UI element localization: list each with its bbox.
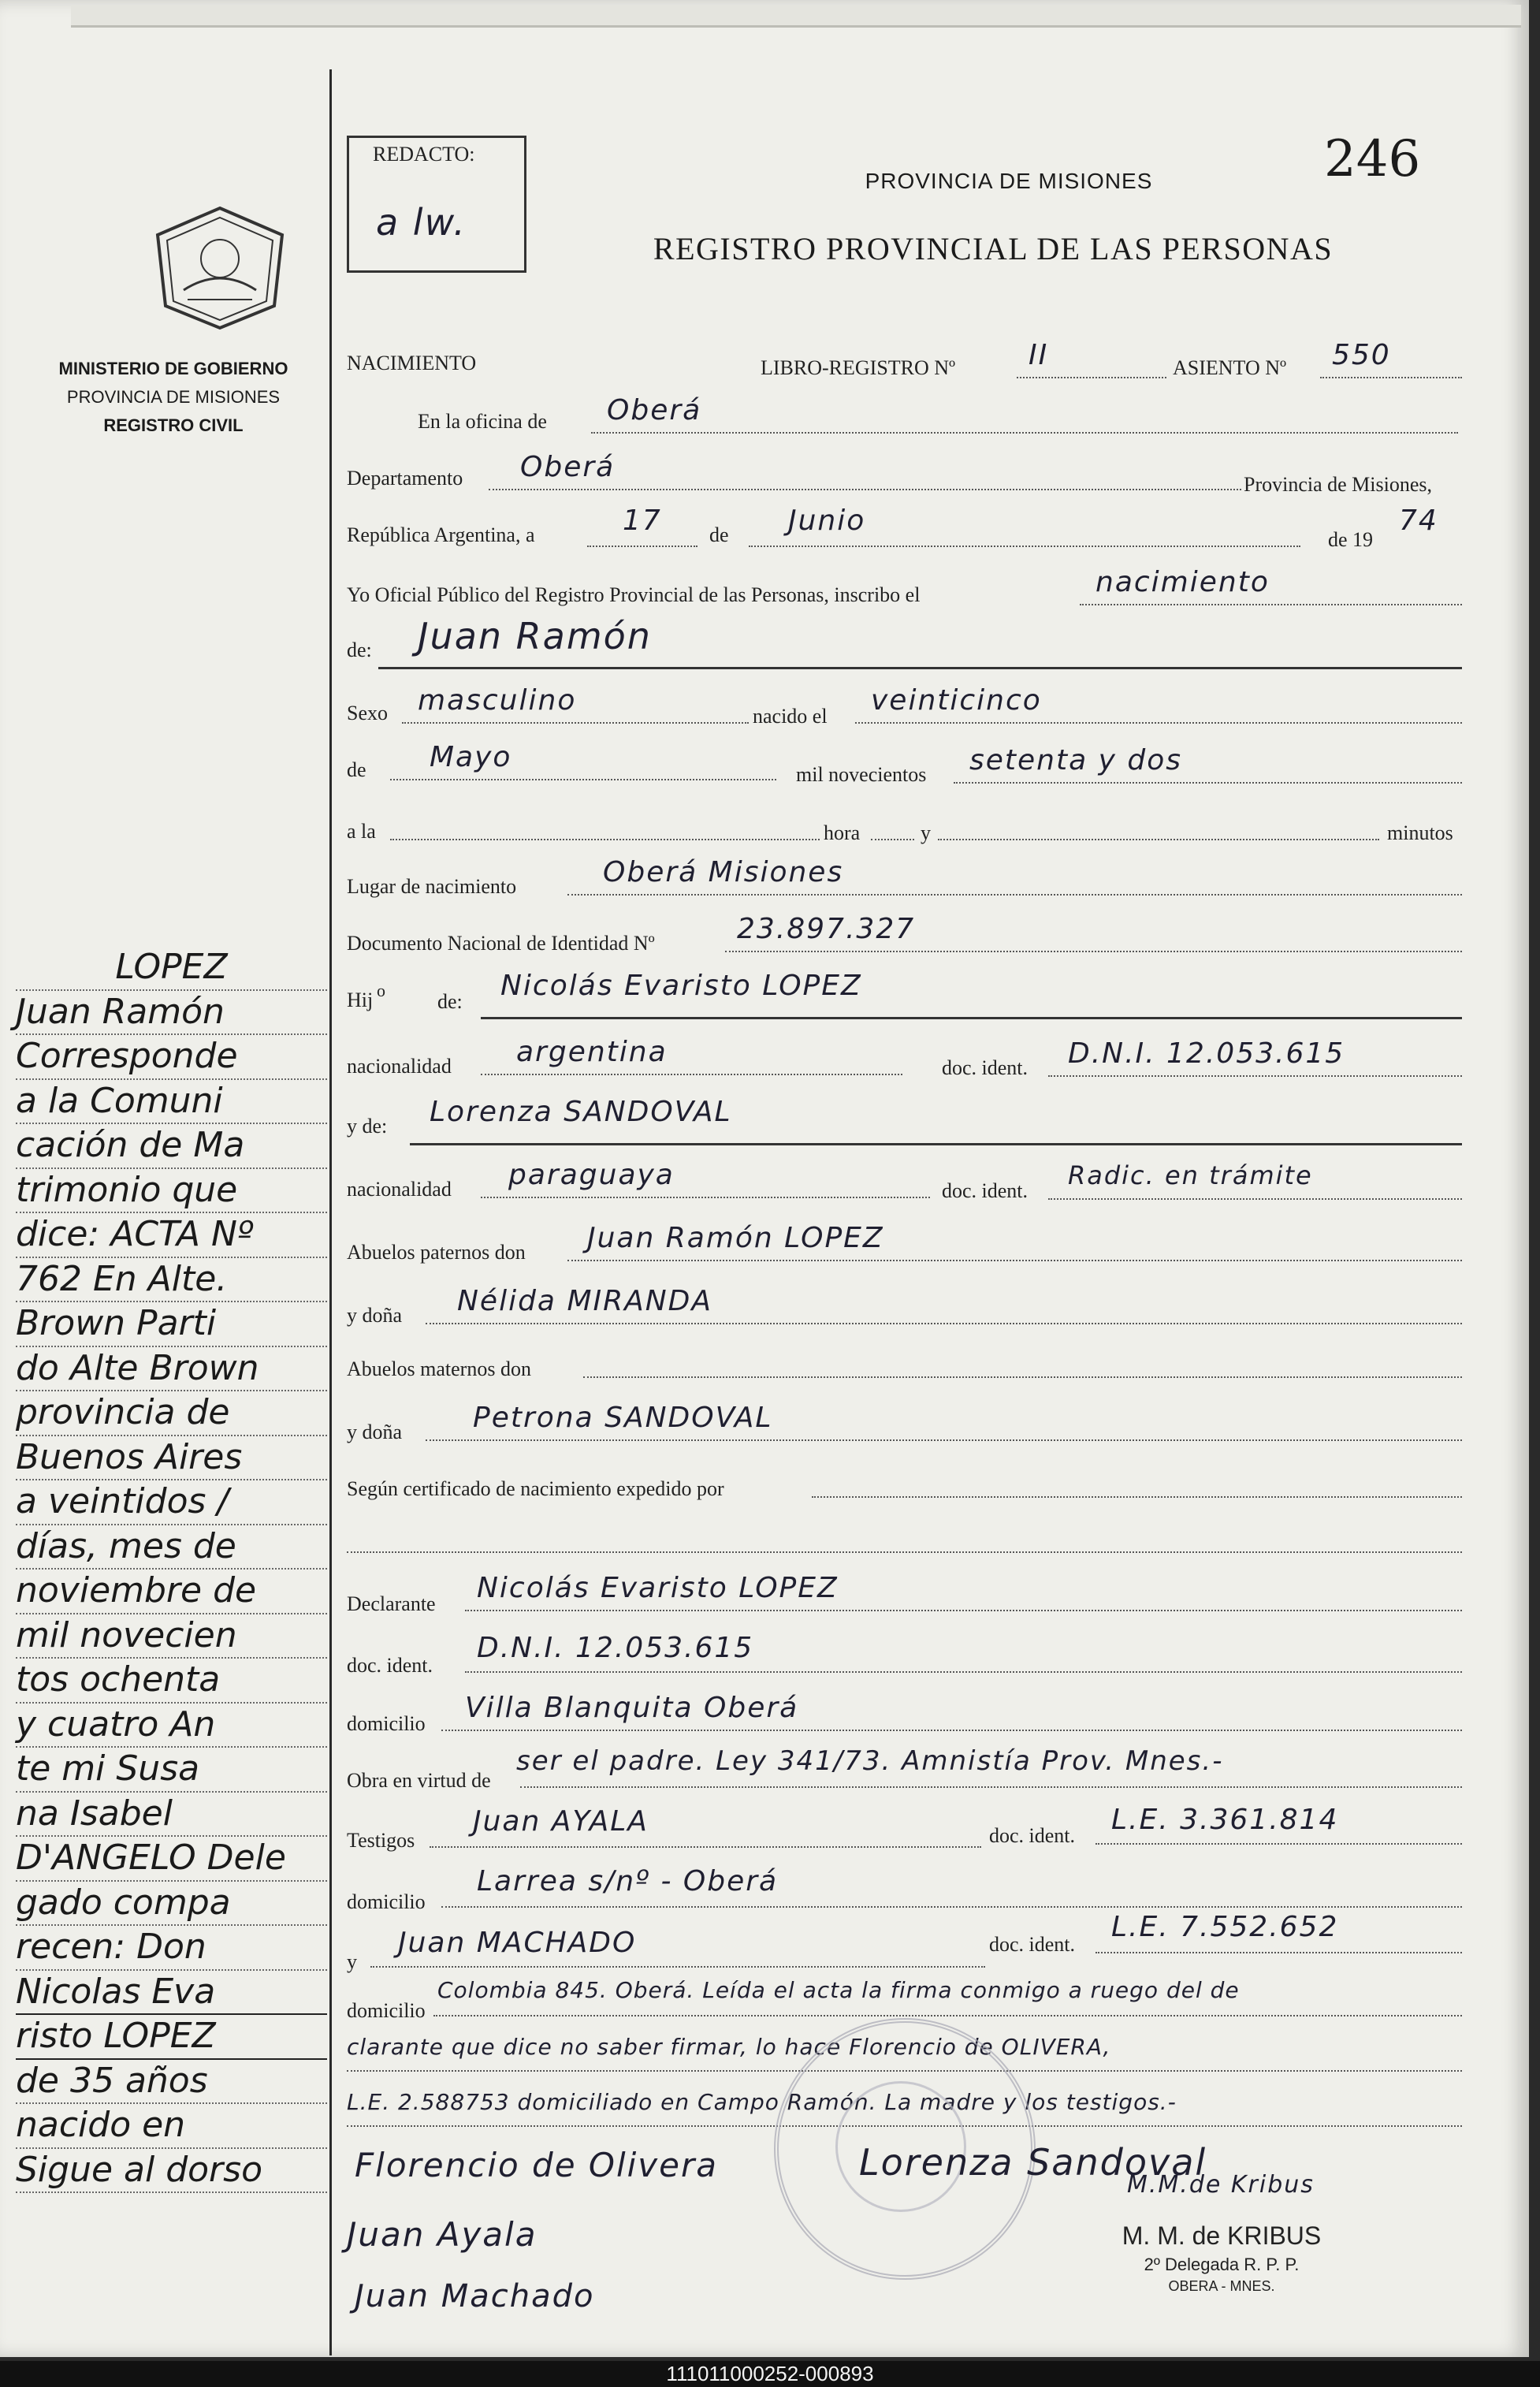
abuela-materna-line — [426, 1439, 1462, 1441]
dona-2-label: y doña — [347, 1421, 403, 1443]
signature-informant: Florencio de Olivera — [355, 2146, 719, 2184]
margin-note-line: recen: Don — [16, 1926, 327, 1971]
margin-divider — [329, 69, 332, 2355]
hijo-de-label: de: — [437, 990, 463, 1013]
provincia-suffix: Provincia de Misiones, — [1244, 473, 1433, 496]
redacto-value: a lw. — [376, 201, 467, 244]
margin-note-line: Nicolas Eva — [16, 1971, 327, 2016]
margin-note-line: días, mes de — [16, 1525, 327, 1570]
segun-label: Según certificado de nacimiento expedido por — [347, 1477, 724, 1500]
domicilio-3-value: Colombia 845. Oberá. Leída el acta la firma conmigo a ruego del de — [437, 1977, 1240, 2003]
acta-text-line-3: L.E. 2.588753 domiciliado en Campo Ramón. La madre y los testigos.- — [347, 2089, 1177, 2115]
nacido-label: nacido el — [753, 705, 828, 728]
domicilio-2-line — [441, 1906, 1462, 1908]
doc-5-value: L.E. 7.552.652 — [1111, 1911, 1339, 1943]
de-mes-label: de — [347, 758, 366, 781]
nacionalidad-2-label: nacionalidad — [347, 1178, 452, 1201]
doc-4-value: L.E. 3.361.814 — [1111, 1804, 1339, 1836]
nacionalidad-2-line — [481, 1197, 930, 1198]
doc-4-line — [1095, 1843, 1462, 1845]
margin-note-line: a la Comuni — [16, 1080, 327, 1125]
declarante-label: Declarante — [347, 1592, 436, 1615]
margin-note-line: y cuatro An — [16, 1704, 327, 1748]
hijo-label: Hij — [347, 989, 374, 1011]
nacido-line — [855, 722, 1462, 724]
signature-witness-1: Juan Ayala — [347, 2215, 538, 2254]
dni-line — [725, 951, 1462, 952]
madre-value: Lorenza SANDOVAL — [430, 1096, 732, 1128]
abuela-paterna-value: Nélida MIRANDA — [457, 1285, 713, 1317]
hijo-suffix: o — [377, 981, 385, 1000]
nacionalidad-2-value: paraguaya — [508, 1159, 675, 1191]
doc-1-line — [1048, 1075, 1462, 1077]
margin-note-line: a veintidos / — [16, 1480, 327, 1525]
margin-note-line: do Alte Brown — [16, 1347, 327, 1392]
lugar-line — [567, 894, 1462, 896]
republica-label: República Argentina, a — [347, 523, 535, 546]
signature-witness-2: Juan Machado — [355, 2278, 595, 2314]
madre-line — [410, 1143, 1462, 1145]
oficina-line — [591, 432, 1458, 434]
a-la-line — [390, 839, 820, 840]
anio-nac-value: setenta y dos — [969, 744, 1182, 776]
margin-note-line: LOPEZ — [16, 946, 327, 991]
lugar-value: Oberá Misiones — [603, 856, 844, 888]
doc-1-value: D.N.I. 12.053.615 — [1068, 1037, 1345, 1070]
redacto-label: REDACTO: — [373, 143, 475, 166]
oficial-value: nacimiento — [1095, 566, 1270, 598]
minutos-line — [938, 839, 1379, 840]
domicilio-1-value: Villa Blanquita Oberá — [465, 1692, 799, 1724]
margin-note-line: Buenos Aires — [16, 1436, 327, 1481]
mil-label: mil novecientos — [796, 763, 927, 786]
margin-note-line: Sigue al dorso — [16, 2149, 327, 2194]
doc-2-value: Radic. en trámite — [1068, 1160, 1313, 1190]
margin-note-line: Corresponde — [16, 1035, 327, 1080]
margin-note-line: na Isabel — [16, 1793, 327, 1838]
sexo-line — [402, 722, 749, 724]
minutos-label: minutos — [1387, 821, 1453, 844]
obra-value: ser el padre. Ley 341/73. Amnistía Prov. Mnes.- — [516, 1745, 1224, 1777]
record-type-label: NACIMIENTO — [347, 352, 477, 374]
declarante-value: Nicolás Evaristo LOPEZ — [477, 1572, 839, 1604]
margin-note-line: trimonio que — [16, 1169, 327, 1214]
ministry-line-2: PROVINCIA DE MISIONES — [66, 387, 281, 407]
hora-label: hora — [824, 821, 861, 844]
sexo-label: Sexo — [347, 702, 388, 724]
libro-line — [1017, 377, 1166, 378]
libro-value: II — [1029, 339, 1049, 371]
ministry-line-3: REGISTRO CIVIL — [103, 415, 244, 435]
padre-line — [481, 1017, 1462, 1019]
lugar-label: Lugar de nacimiento — [347, 875, 517, 898]
page-top-edge — [71, 5, 1521, 28]
oficina-value: Oberá — [607, 394, 702, 426]
departamento-label: Departamento — [347, 467, 463, 490]
doc-5-label: doc. ident. — [989, 1933, 1076, 1956]
margin-note-line: te mi Susa — [16, 1748, 327, 1793]
doc-5-line — [1095, 1952, 1462, 1953]
declarante-line — [465, 1610, 1462, 1611]
abuelo-paterno-line — [567, 1260, 1462, 1261]
oficial-text: Yo Oficial Público del Registro Provincial de las Personas, inscribo el — [347, 583, 921, 606]
anio-nac-line — [954, 782, 1462, 784]
abuela-paterna-line — [426, 1323, 1462, 1324]
ministry-line-1: MINISTERIO DE GOBIERNO — [58, 359, 288, 378]
province-heading: PROVINCIA DE MISIONES — [865, 169, 1153, 193]
margin-note-line: gado compa — [16, 1882, 327, 1927]
official-title: 2º Delegada R. P. P. — [1144, 2255, 1300, 2274]
margin-note-line: risto LOPEZ — [16, 2015, 327, 2060]
anio-value: 74 — [1399, 505, 1438, 537]
doc-2-line — [1048, 1198, 1462, 1200]
mes-value: Junio — [788, 505, 866, 537]
abuelos-maternos-label: Abuelos maternos don — [347, 1357, 531, 1380]
mes-line — [749, 546, 1300, 547]
obra-label: Obra en virtud de — [347, 1769, 491, 1792]
footer-code-bar: 111011000252-000893 — [0, 2361, 1540, 2387]
oficina-label: En la oficina de — [418, 410, 547, 433]
margin-note — [16, 946, 327, 2193]
margin-note-line: provincia de — [16, 1391, 327, 1436]
nacido-value: veinticinco — [871, 684, 1042, 717]
coat-of-arms-seal-icon — [125, 203, 315, 333]
margin-note-line: D'ANGELO Dele — [16, 1837, 327, 1882]
page-number: 246 — [1324, 130, 1421, 188]
margin-note-line: mil novecien — [16, 1614, 327, 1659]
y-de-label: y de: — [347, 1115, 388, 1138]
de-nombre-label: de: — [347, 639, 372, 661]
dona-1-label: y doña — [347, 1304, 403, 1327]
margin-note-line: noviembre de — [16, 1570, 327, 1614]
mes-nac-value: Mayo — [430, 741, 512, 773]
abuelo-paterno-value: Juan Ramón LOPEZ — [587, 1222, 884, 1254]
abuela-materna-value: Petrona SANDOVAL — [473, 1402, 773, 1434]
redacto-box — [347, 136, 526, 273]
signature-mother: Lorenza Sandoval — [859, 2141, 1207, 2184]
margin-note-line: de 35 años — [16, 2060, 327, 2105]
doc-4-label: doc. ident. — [989, 1824, 1076, 1847]
doc-2-label: doc. ident. — [942, 1179, 1029, 1202]
nombre-value: Juan Ramón — [418, 615, 652, 657]
margin-note-line: cación de Ma — [16, 1124, 327, 1169]
y-2-label: y — [347, 1950, 357, 1973]
doc-3-label: doc. ident. — [347, 1654, 433, 1677]
testigos-label: Testigos — [347, 1829, 415, 1852]
y-label: y — [921, 821, 931, 844]
mes-nac-line — [390, 779, 776, 780]
testigo-1-value: Juan AYALA — [473, 1805, 649, 1838]
domicilio-1-label: domicilio — [347, 1712, 426, 1735]
hora-line — [871, 839, 914, 840]
departamento-value: Oberá — [520, 451, 616, 483]
domicilio-1-line — [441, 1730, 1462, 1731]
libro-label: LIBRO-REGISTRO Nº — [761, 356, 956, 379]
margin-note-line: tos ochenta — [16, 1659, 327, 1704]
dia-value: 17 — [623, 505, 662, 537]
dni-label: Documento Nacional de Identidad Nº — [347, 932, 655, 955]
ministry-block — [32, 355, 315, 440]
segun-line — [812, 1496, 1462, 1498]
de-label: de — [709, 523, 729, 546]
doc-3-line — [465, 1671, 1462, 1673]
domicilio-3-label: domicilio — [347, 1999, 426, 2022]
domicilio-2-label: domicilio — [347, 1890, 426, 1913]
official-name: M. M. de KRIBUS — [1122, 2221, 1322, 2250]
testigo-2-value: Juan MACHADO — [398, 1927, 637, 1959]
nacionalidad-1-line — [481, 1074, 902, 1075]
margin-note-line: dice: ACTA Nº — [16, 1213, 327, 1258]
a-la-label: a la — [347, 820, 376, 843]
margin-note-line: Juan Ramón — [16, 991, 327, 1036]
abuelo-materno-line — [583, 1376, 1462, 1378]
acta-text-line-2: clarante que dice no saber firmar, lo hace Florencio de OLIVERA, — [347, 2034, 1111, 2060]
segun-line-2 — [347, 1551, 1462, 1553]
nacionalidad-1-label: nacionalidad — [347, 1055, 452, 1078]
margin-note-line: 762 En Alte. — [16, 1258, 327, 1303]
registry-heading: REGISTRO PROVINCIAL DE LAS PERSONAS — [653, 231, 1334, 266]
nombre-line — [378, 667, 1462, 669]
testigo-1-line — [430, 1846, 981, 1848]
nacionalidad-1-value: argentina — [516, 1036, 668, 1068]
asiento-value: 550 — [1332, 339, 1391, 371]
abuelos-paternos-label: Abuelos paternos don — [347, 1241, 526, 1264]
asiento-label: ASIENTO Nº — [1173, 356, 1287, 379]
sexo-value: masculino — [418, 684, 577, 717]
doc-3-value: D.N.I. 12.053.615 — [477, 1632, 754, 1664]
margin-note-line: nacido en — [16, 2104, 327, 2149]
official-place: OBERA - MNES. — [1168, 2278, 1275, 2294]
obra-line — [520, 1786, 1462, 1788]
padre-value: Nicolás Evaristo LOPEZ — [500, 970, 862, 1002]
departamento-line — [489, 489, 1241, 490]
dni-value: 23.897.327 — [737, 913, 916, 945]
asiento-line — [1320, 377, 1462, 378]
margin-note-line: Brown Parti — [16, 1302, 327, 1347]
doc-1-label: doc. ident. — [942, 1056, 1029, 1079]
anio-label: de 19 — [1328, 528, 1374, 551]
domicilio-3-line — [433, 2015, 1462, 2016]
signature-official: M.M.de Kribus — [1127, 2171, 1315, 2199]
testigo-2-line — [370, 1966, 985, 1968]
dia-line — [587, 546, 697, 547]
oficial-line — [1080, 604, 1462, 605]
domicilio-2-value: Larrea s/nº - Oberá — [477, 1865, 779, 1897]
